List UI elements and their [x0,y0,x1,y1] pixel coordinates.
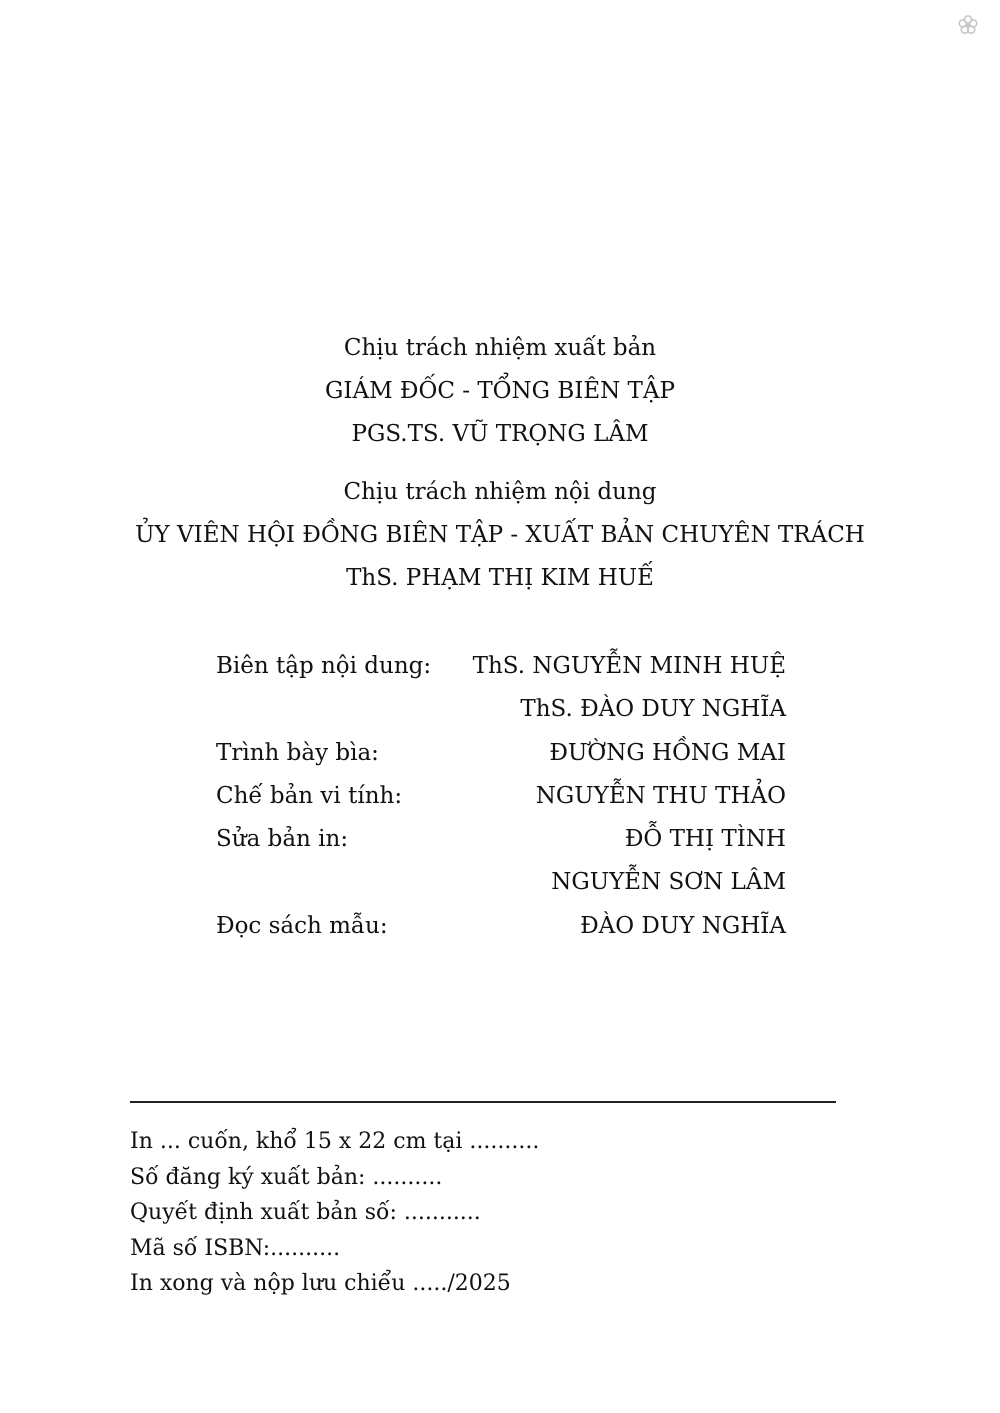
imprint-isbn: Mã số ISBN:.......... [130,1235,341,1261]
publishing-responsibility-person: PGS.TS. VŨ TRỌNG LÂM [351,421,649,447]
credit-name: NGUYỄN THU THẢO [535,782,786,809]
credit-row [216,688,786,731]
credit-name: ĐÀO DUY NGHĨA [580,912,786,939]
credit-role: Sửa bản in: [216,826,349,853]
imprint-registration-number: Số đăng ký xuất bản: .......... [130,1164,443,1190]
credit-row [216,775,786,818]
credit-name: ThS. NGUYỄN MINH HUỆ [472,653,786,679]
credit-name: ĐỖ THỊ TÌNH [624,826,786,853]
imprint-print-run: In ... cuốn, khổ 15 x 22 cm tại .......... [130,1129,540,1154]
imprint-decision-number: Quyết định xuất bản số: ........... [130,1200,481,1225]
publishing-responsibility-block [0,327,1000,456]
content-responsibility-person: ThS. PHẠM THỊ KIM HUẾ [346,565,654,591]
credit-name: ThS. ĐÀO DUY NGHĨA [520,696,786,723]
content-responsibility-heading: Chịu trách nhiệm nội dung [343,479,657,505]
credit-role: Chế bản vi tính: [216,782,403,809]
credit-row [216,905,786,948]
credit-role: Trình bày bìa: [216,739,379,766]
credit-name: ĐƯỜNG HỒNG MAI [549,739,786,766]
publishing-responsibility-heading: Chịu trách nhiệm xuất bản [343,335,657,361]
credit-row [216,732,786,775]
publishing-responsibility-position: GIÁM ĐỐC - TỔNG BIÊN TẬP [325,378,675,404]
credits-list [216,645,786,948]
credit-row [216,861,786,904]
content-responsibility-block [0,471,1000,600]
imprint-completion-date: In xong và nộp lưu chiểu ...../2025 [130,1271,511,1296]
credit-role: Đọc sách mẫu: [216,912,388,939]
imprint-divider [130,1101,836,1103]
credit-role: Biên tập nội dung: [216,653,432,679]
credit-row [216,645,786,688]
flower-icon [957,14,979,36]
content-responsibility-position: ỦY VIÊN HỘI ĐỒNG BIÊN TẬP - XUẤT BẢN CHUYÊN TRÁCH [135,522,865,548]
credit-name: NGUYỄN SƠN LÂM [551,869,786,896]
credit-row [216,818,786,861]
imprint-block [130,1124,830,1302]
